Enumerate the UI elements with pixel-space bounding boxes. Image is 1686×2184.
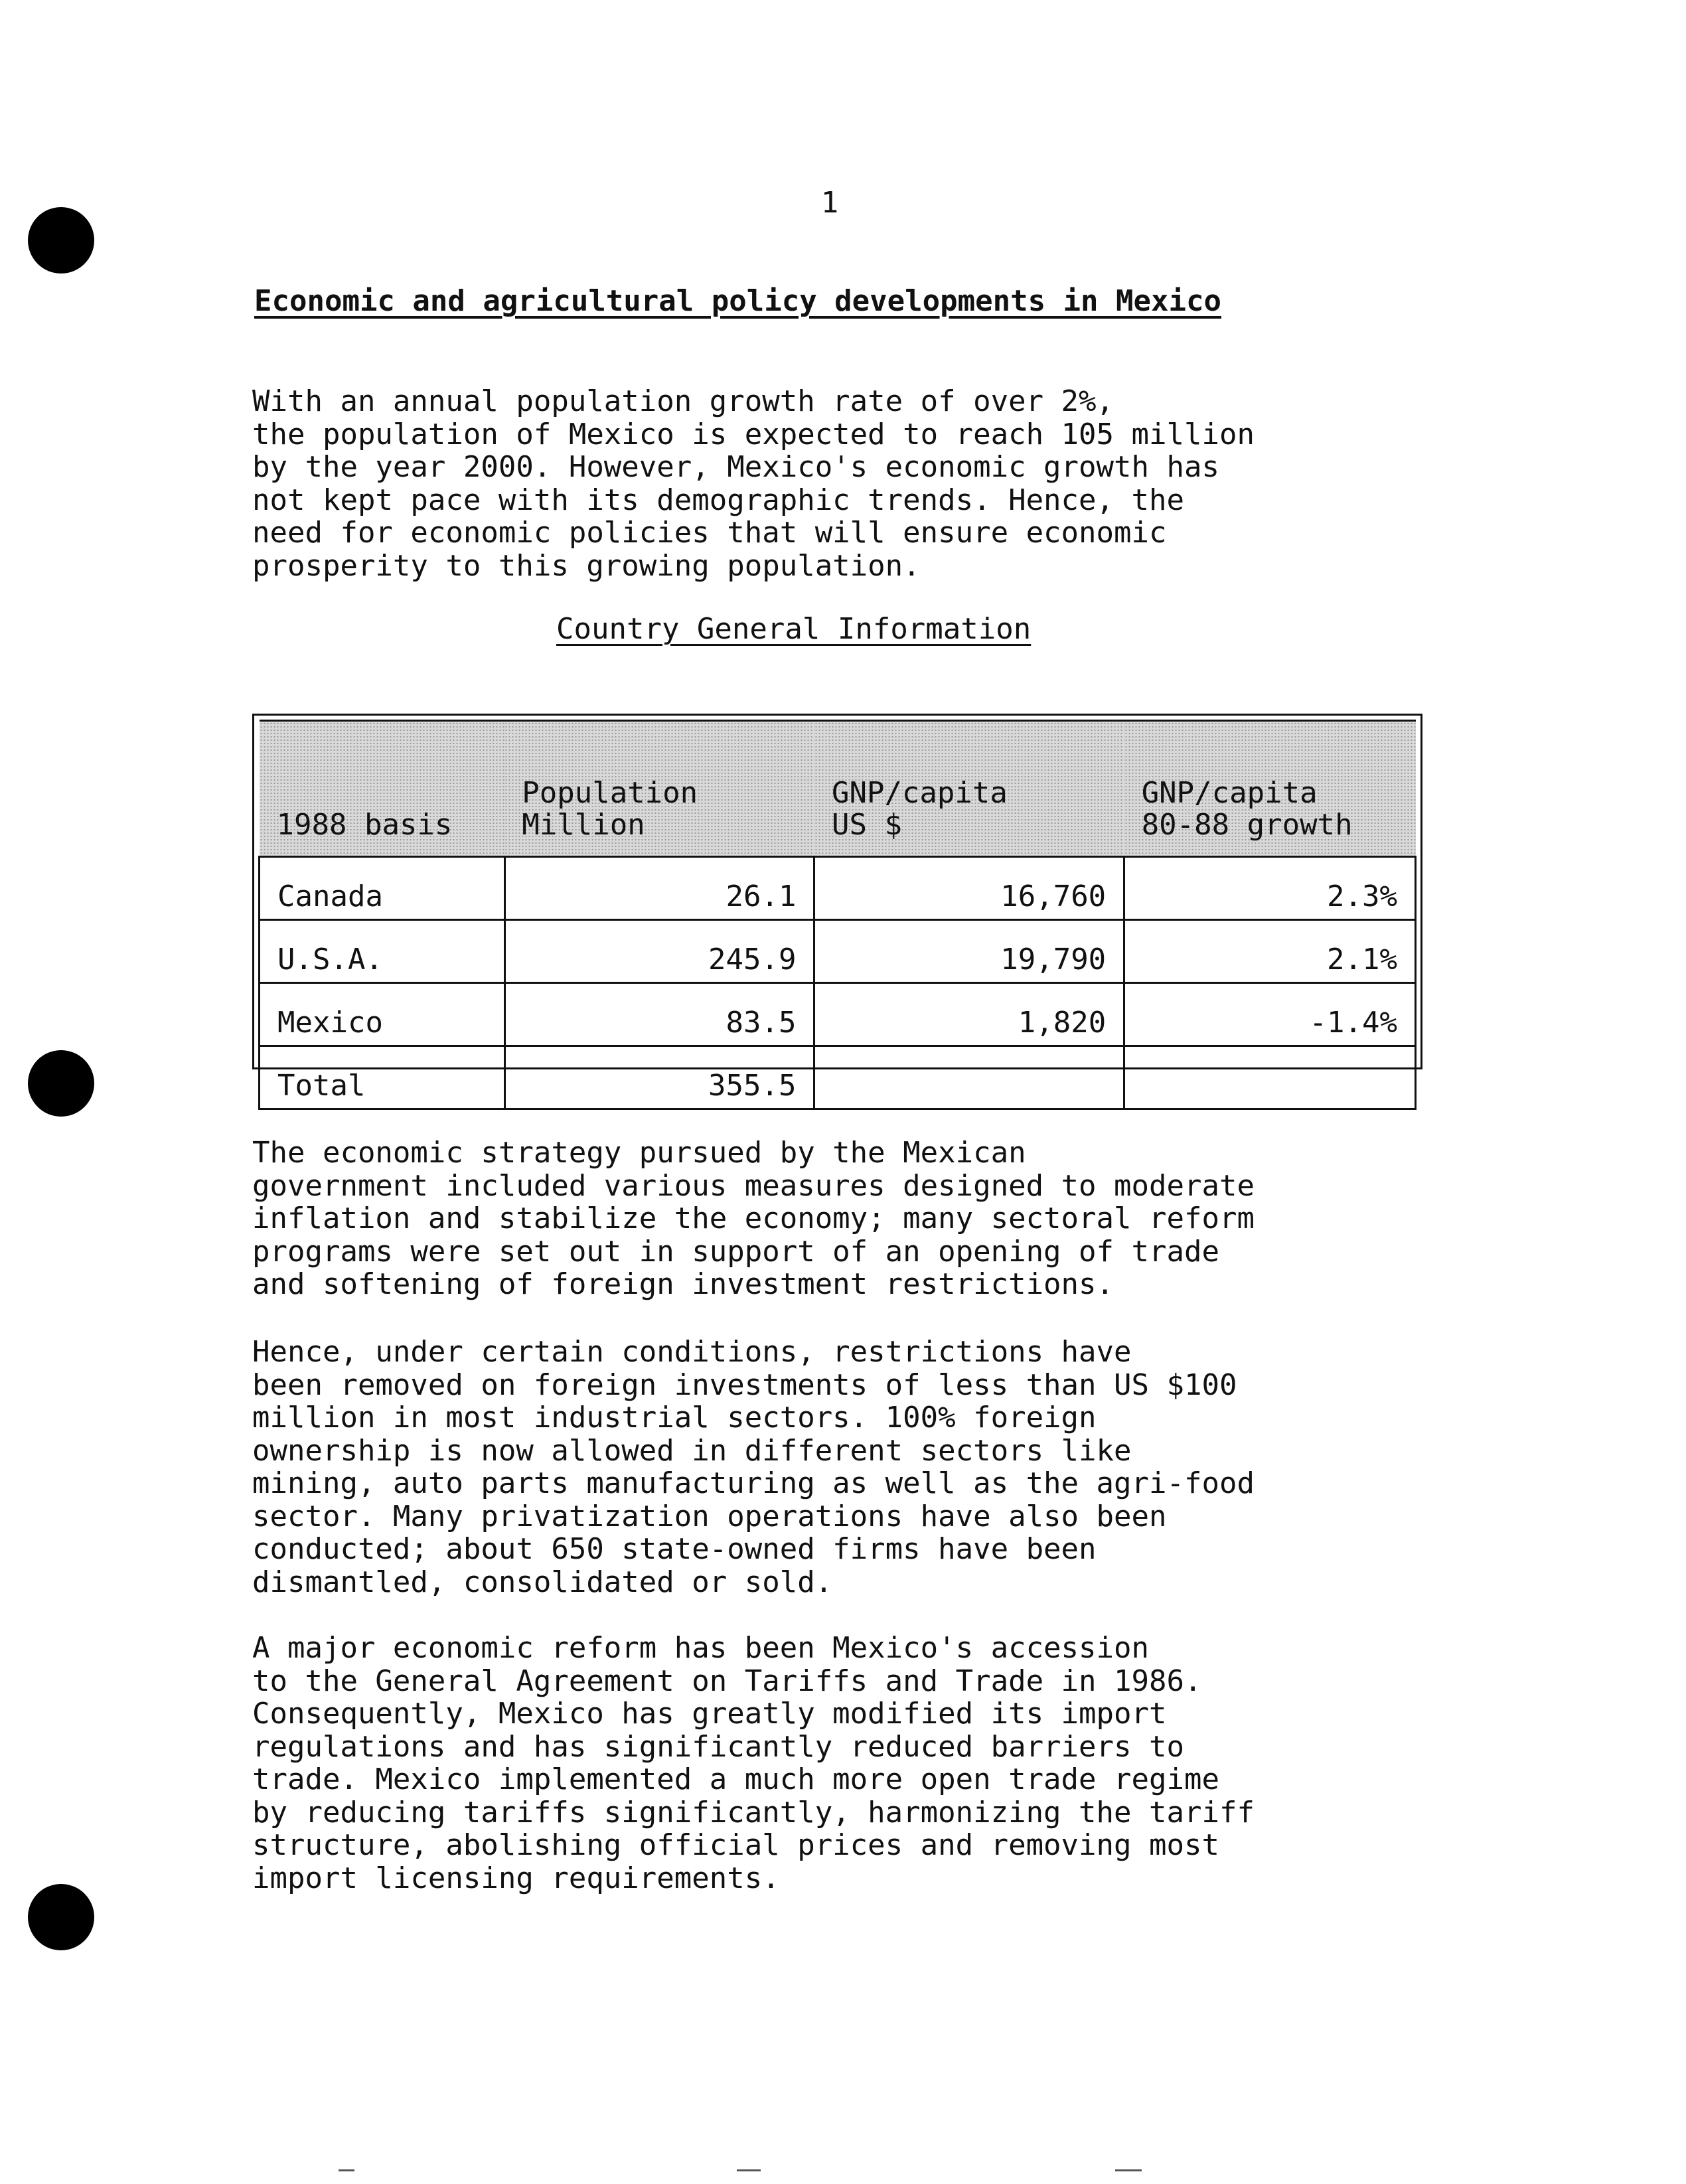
scan-artifact — [339, 2169, 354, 2171]
scan-artifact — [1115, 2169, 1142, 2171]
column-header: GNP/capita 80-88 growth — [1124, 721, 1416, 857]
column-header: Population Million — [504, 721, 814, 857]
table-cell: 1,820 — [814, 983, 1124, 1046]
table-cell: Mexico — [260, 983, 505, 1046]
paragraph-foreign-investment: Hence, under certain conditions, restrictions have been removed on foreign investments of less than US $100 million in most industrial sectors. 100% foreign ownership is now allowed in different sectors like mining, auto parts manufacturing as well as the agri-food sector. Many privatization operations have also been conducted; about 650 state-owned firms have been dismantled, consolidated or sold. — [252, 1335, 1255, 1599]
table-cell: 2.1% — [1124, 920, 1416, 983]
paragraph-strategy: The economic strategy pursued by the Mexican government included various measures designed to moderate inflation and stabilize the economy; many sectoral reform programs were set out in support of an opening of trade and softening of foreign investment restrictions. — [252, 1136, 1255, 1301]
document-heading: Economic and agricultural policy developments in Mexico — [254, 284, 1221, 318]
table-cell — [814, 1046, 1124, 1109]
paragraph-gatt: A major economic reform has been Mexico's accession to the General Agreement on Tariffs and Trade in 1986. Consequently, Mexico has greatly modified its import regulations and has significantly reduced barriers to trade. Mexico implemented a much more open trade regime by reducing tariffs significantly, harmonizing the tariff structure, abolishing official prices and removing most import licensing requirements. — [252, 1631, 1255, 1895]
country-info-table-frame — [252, 714, 1422, 1103]
table-row — [260, 983, 1416, 1046]
table-cell: 16,760 — [814, 857, 1124, 920]
table-row — [260, 920, 1416, 983]
table-cell: Canada — [260, 857, 505, 920]
table-cell: -1.4% — [1124, 983, 1416, 1046]
table-cell: 245.9 — [504, 920, 814, 983]
punch-hole — [28, 1884, 94, 1950]
column-header: 1988 basis — [260, 721, 505, 857]
table-cell: U.S.A. — [260, 920, 505, 983]
table-cell: 355.5 — [504, 1046, 814, 1109]
country-info-table — [258, 720, 1417, 1110]
table-row — [260, 857, 1416, 920]
table-cell: Total — [260, 1046, 505, 1109]
table-header-row — [260, 721, 1416, 857]
column-header: GNP/capita US $ — [814, 721, 1124, 857]
table-caption: Country General Information — [556, 612, 1032, 646]
table-cell: 26.1 — [504, 857, 814, 920]
scan-artifact — [737, 2169, 761, 2171]
punch-hole — [28, 207, 94, 273]
page-number: 1 — [820, 186, 839, 220]
table-cell: 2.3% — [1124, 857, 1416, 920]
punch-hole — [28, 1050, 94, 1117]
table-cell — [1124, 1046, 1416, 1109]
table-cell: 19,790 — [814, 920, 1124, 983]
table-row — [260, 1046, 1416, 1109]
intro-paragraph: With an annual population growth rate of over 2%, the population of Mexico is expected to reach 105 million by the year 2000. However, Mexico's economic growth has not kept pace with its demographic trends. Hence, the need for economic policies that will ensure economic prosperity to this growing population. — [252, 384, 1255, 583]
table-cell: 83.5 — [504, 983, 814, 1046]
